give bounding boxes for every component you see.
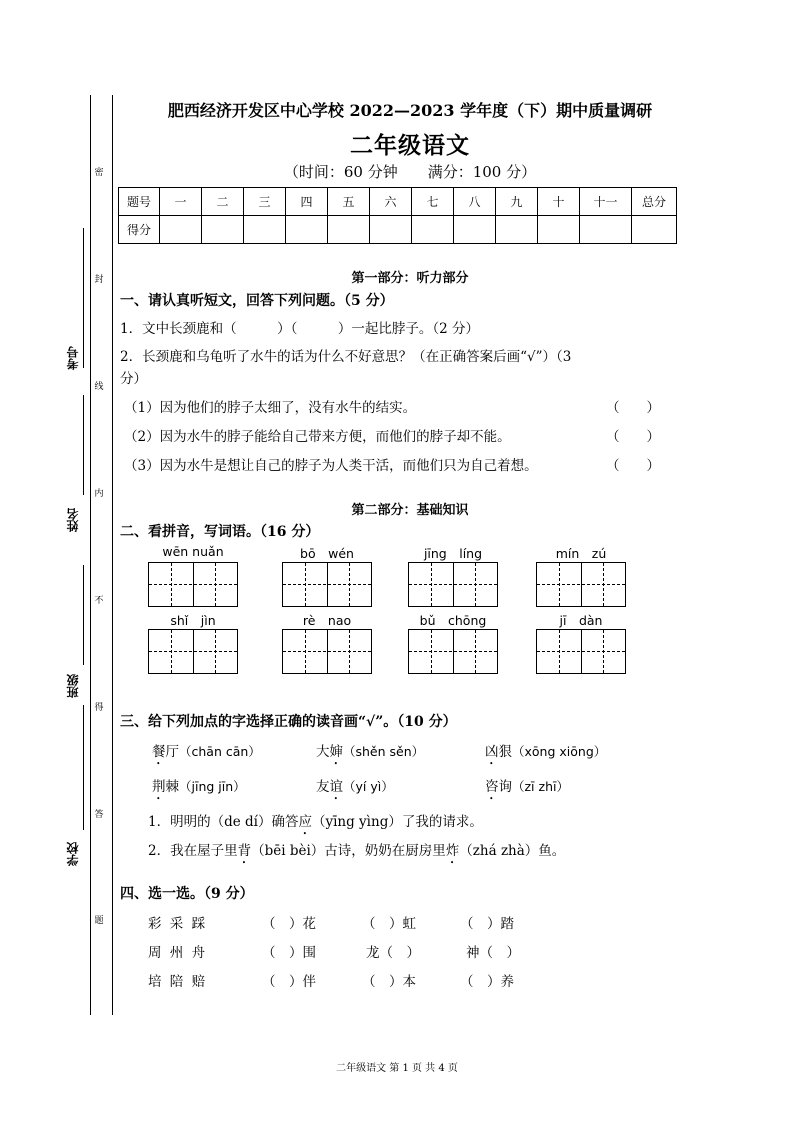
- pinyin-label: bō wén: [300, 546, 354, 561]
- tianzige-box[interactable]: [282, 629, 372, 674]
- score-input[interactable]: [538, 216, 580, 244]
- score-input[interactable]: [286, 216, 328, 244]
- score-cell: 十一: [580, 188, 632, 216]
- score-input[interactable]: [632, 216, 677, 244]
- pinyin-label: bǔ chōng: [419, 613, 487, 628]
- option-2: （2）因为水牛的脖子能给自己带来方便，而他们的脖子却不能。: [124, 429, 511, 445]
- pinyin-label: jī dàn: [559, 613, 603, 628]
- pronunciation-word: 凶狠（xōng xiōng）: [485, 744, 607, 760]
- score-input[interactable]: [412, 216, 454, 244]
- xuexiao-label: 学校: [66, 842, 80, 866]
- xingming-label: 姓名: [66, 508, 80, 532]
- tianzige-box[interactable]: [536, 562, 626, 607]
- option-1: （1）因为他们的脖子太细了，没有水牛的结实。: [124, 400, 417, 416]
- score-cell: 题号: [119, 188, 160, 216]
- fill-blank[interactable]: 龙（ ）: [366, 945, 420, 961]
- char-group: 周 州 舟: [148, 945, 208, 961]
- fill-blank[interactable]: （ ）虹: [362, 916, 416, 932]
- score-input[interactable]: [370, 216, 412, 244]
- question-1-1: 1．文中长颈鹿和（ ）（ ）一起比脖子。（2 分）: [120, 321, 479, 337]
- score-input[interactable]: [328, 216, 370, 244]
- xingming-underline: [83, 395, 84, 495]
- seal-char: 不: [94, 596, 104, 606]
- seal-char: 封: [94, 275, 104, 285]
- seal-char: 得: [94, 703, 104, 713]
- score-cell: 五: [328, 188, 370, 216]
- seal-char: 答: [94, 810, 104, 820]
- score-cell: 九: [496, 188, 538, 216]
- pinyin-label: mín zú: [555, 546, 607, 561]
- pinyin-label: jīng líng: [423, 546, 483, 561]
- banji-label: 班级: [66, 674, 80, 698]
- pronunciation-word: 大婶（shěn sěn）: [316, 744, 425, 760]
- score-cell: 八: [454, 188, 496, 216]
- seal-char: 密: [94, 168, 104, 178]
- section1-title: 一、请认真听短文，回答下列问题。（5 分）: [120, 293, 394, 309]
- pronunciation-word: 餐厅（chān cān）: [152, 744, 261, 760]
- section2-title: 二、看拼音，写词语。（16 分）: [120, 524, 320, 540]
- score-table-header-row: [119, 188, 677, 216]
- pinyin-label: wēn nuǎn: [162, 544, 224, 559]
- question-1-2-cont: 分）: [120, 371, 147, 387]
- question-1-2: 2．长颈鹿和乌龟听了水牛的话为什么不好意思？（在正确答案后画“√”）（3: [120, 349, 572, 365]
- pronunciation-word: 友谊（yí yì）: [316, 779, 394, 795]
- fill-blank[interactable]: （ ）花: [262, 916, 316, 932]
- sentence-1: 1．明明的（de dí）确答应（yīng yìng）了我的请求。: [148, 814, 483, 830]
- score-cell: 四: [286, 188, 328, 216]
- time-score-line: （时间：60 分钟 满分：100 分）: [283, 163, 537, 181]
- fill-blank[interactable]: 神（ ）: [466, 945, 520, 961]
- tianzige-box[interactable]: [536, 629, 626, 674]
- seal-char: 内: [94, 489, 104, 499]
- fill-blank[interactable]: （ ）围: [262, 945, 316, 961]
- score-input[interactable]: [160, 216, 202, 244]
- pronunciation-word: 荆棘（jīng jīn）: [152, 779, 246, 795]
- answer-box-3[interactable]: （ ）: [606, 458, 660, 474]
- pronunciation-word: 咨询（zī zhī）: [485, 779, 569, 795]
- score-cell: 三: [244, 188, 286, 216]
- tianzige-box[interactable]: [148, 562, 238, 607]
- fill-blank[interactable]: （ ）踏: [460, 916, 514, 932]
- fill-blank[interactable]: （ ）养: [460, 974, 514, 990]
- score-cell: 得分: [119, 216, 160, 244]
- section3-title: 三、给下列加点的字选择正确的读音画“√”。（10 分）: [120, 714, 457, 730]
- score-cell: 二: [202, 188, 244, 216]
- seal-char: 题: [94, 916, 104, 926]
- binding-line-left: [90, 95, 91, 1015]
- sentence-2: 2．我在屋子里背（bēi bèi）古诗，奶奶在厨房里炸（zhá zhà）鱼。: [148, 843, 566, 859]
- xuexiao-underline: [83, 705, 84, 830]
- score-table-score-row: [119, 216, 677, 244]
- tianzige-box[interactable]: [148, 629, 238, 674]
- binding-line-right: [112, 95, 113, 1015]
- score-cell: 总分: [632, 188, 677, 216]
- tianzige-box[interactable]: [408, 629, 498, 674]
- tianzige-box[interactable]: [408, 562, 498, 607]
- seal-char: 线: [94, 382, 104, 392]
- score-input[interactable]: [202, 216, 244, 244]
- fill-blank[interactable]: （ ）伴: [262, 974, 316, 990]
- page-footer: 二年级语文 第 1 页 共 4 页: [336, 1063, 458, 1074]
- school-title: 肥西经济开发区中心学校 2022—2023 学年度（下）期中质量调研: [167, 101, 653, 120]
- score-cell: 六: [370, 188, 412, 216]
- score-cell: 十: [538, 188, 580, 216]
- tianzige-box[interactable]: [282, 562, 372, 607]
- score-table: [118, 187, 677, 244]
- pinyin-label: shǐ jìn: [170, 613, 216, 628]
- banji-underline: [83, 565, 84, 665]
- score-input[interactable]: [244, 216, 286, 244]
- score-input[interactable]: [496, 216, 538, 244]
- subject-title: 二年级语文: [350, 132, 470, 159]
- part1-title: 第一部分：听力部分: [351, 271, 469, 286]
- kaohao-label: 考号: [66, 346, 80, 370]
- answer-box-2[interactable]: （ ）: [606, 429, 660, 445]
- pinyin-label: rè nao: [302, 613, 352, 628]
- answer-box-1[interactable]: （ ）: [606, 400, 660, 416]
- option-3: （3）因为水牛是想让自己的脖子为人类干活，而他们只为自己着想。: [124, 458, 538, 474]
- score-input[interactable]: [454, 216, 496, 244]
- fill-blank[interactable]: （ ）本: [362, 974, 416, 990]
- score-cell: 七: [412, 188, 454, 216]
- char-group: 彩 采 踩: [148, 916, 208, 932]
- score-input[interactable]: [580, 216, 632, 244]
- score-cell: 一: [160, 188, 202, 216]
- part2-title: 第二部分：基础知识: [351, 503, 469, 518]
- section4-title: 四、选一选。（9 分）: [120, 886, 254, 902]
- char-group: 培 陪 赔: [148, 974, 208, 990]
